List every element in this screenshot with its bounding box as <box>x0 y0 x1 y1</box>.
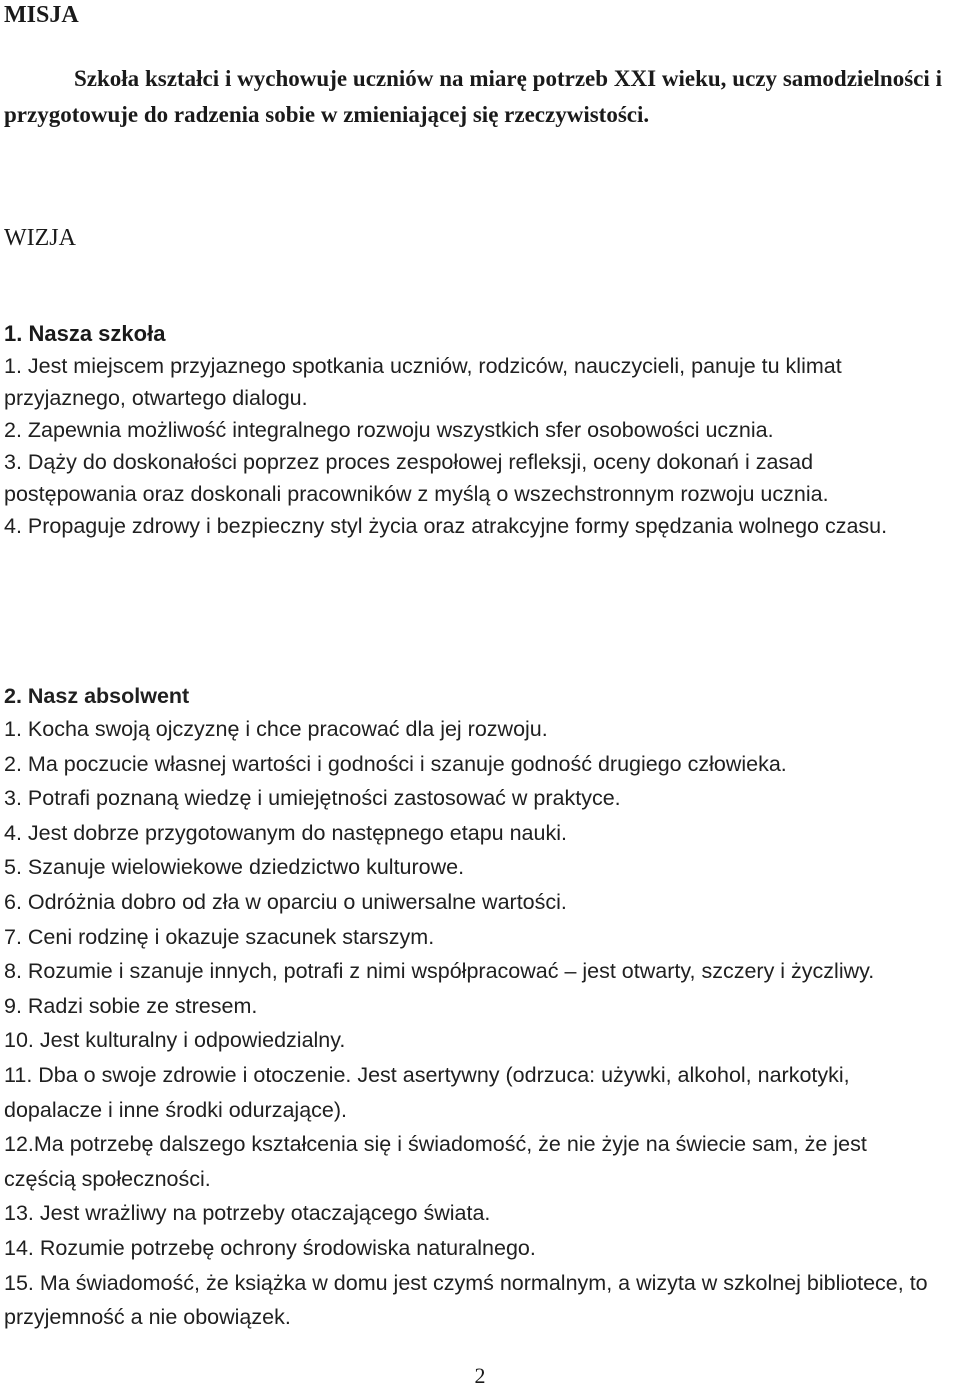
page-number: 2 <box>474 1363 486 1388</box>
list-item: 7. Ceni rodzinę i okazuje szacunek starszym. <box>4 924 435 949</box>
list-item: 12.Ma potrzebę dalszego kształcenia się i świadomość, że nie żyje na świecie sam, że jest częścią społeczności. <box>4 1132 867 1191</box>
list-item: 3. Dąży do doskonałości poprzez proces zespołowej refleksji, oceny dokonań i zasad postępowania oraz doskonali pracowników z myślą o wszechstronnym rozwoju ucznia. <box>4 450 829 506</box>
misja-heading: MISJA <box>4 2 79 28</box>
wizja-heading: WIZJA <box>4 225 76 251</box>
list-item: 2. Ma poczucie własnej wartości i godności i szanuje godność drugiego człowieka. <box>4 751 787 776</box>
school-vision-list <box>4 350 942 542</box>
list-item: 2. Zapewnia możliwość integralnego rozwoju wszystkich sfer osobowości ucznia. <box>4 418 774 442</box>
list-item: 9. Radzi sobie ze stresem. <box>4 993 258 1018</box>
list-item: 14. Rozumie potrzebę ochrony środowiska naturalnego. <box>4 1235 536 1260</box>
list-item: 11. Dba o swoje zdrowie i otoczenie. Jest asertywny (odrzuca: używki, alkohol, narkotyki, dopalacze i inne środki odurzające). <box>4 1062 850 1122</box>
graduate-profile-list <box>4 712 942 1335</box>
section-heading: 2. Nasz absolwent <box>4 684 190 708</box>
list-item: 6. Odróżnia dobro od zła w oparciu o uniwersalne wartości. <box>4 889 567 914</box>
list-item: 15. Ma świadomość, że książka w domu jest czymś normalnym, a wizyta w szkolnej bibliotece, to przyjemność a nie obowiązek. <box>4 1270 928 1330</box>
list-item: 1. Jest miejscem przyjaznego spotkania uczniów, rodziców, nauczycieli, panuje tu klimat przyjaznego, otwartego dialogu. <box>4 354 842 410</box>
list-item: 8. Rozumie i szanuje innych, potrafi z nimi współpracować – jest otwarty, szczery i życzliwy. <box>4 959 875 984</box>
section-nasza-szkola <box>4 318 942 542</box>
mission-statement: Szkoła kształci i wychowuje uczniów na miarę potrzeb XXI wieku, uczy samodzielności i przygotowuje do radzenia sobie w zmieniającej się rzeczywistości. <box>4 66 942 127</box>
section-nasz-absolwent <box>4 680 942 1335</box>
section-heading: 1. Nasza szkoła <box>4 321 166 346</box>
list-item: 3. Potrafi poznaną wiedzę i umiejętności zastosować w praktyce. <box>4 786 621 811</box>
list-item: 4. Propaguje zdrowy i bezpieczny styl życia oraz atrakcyjne formy spędzania wolnego czasu. <box>4 514 888 538</box>
list-item: 1. Kocha swoją ojczyznę i chce pracować dla jej rozwoju. <box>4 717 548 741</box>
list-item: 10. Jest kulturalny i odpowiedzialny. <box>4 1028 346 1053</box>
list-item: 5. Szanuje wielowiekowe dziedzictwo kulturowe. <box>4 855 465 880</box>
list-item: 13. Jest wrażliwy na potrzeby otaczającego świata. <box>4 1201 491 1226</box>
list-item: 4. Jest dobrze przygotowanym do następnego etapu nauki. <box>4 820 567 845</box>
